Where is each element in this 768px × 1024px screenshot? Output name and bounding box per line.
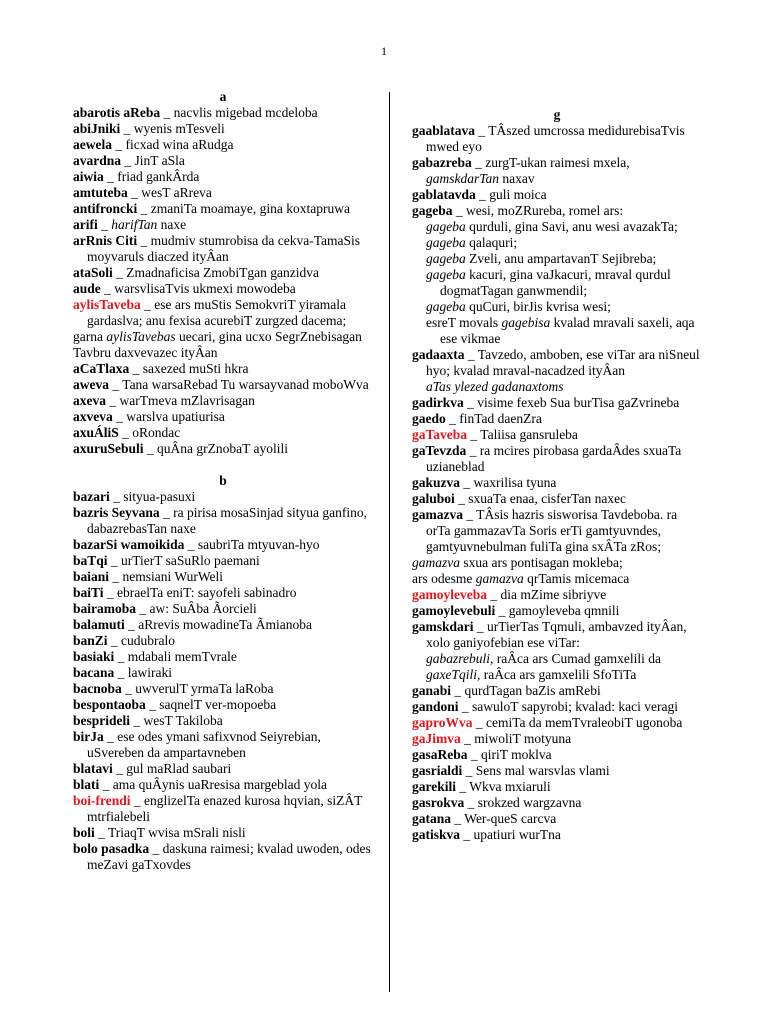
dictionary-entry: gadaaxta _ Tavzedo, amboben, ese viTar ara niSneul hyo; kvalad mraval-nacadzed ityÂan aTas ylezed gadanaxtoms <box>412 347 700 394</box>
italic-term: gamazva <box>475 571 524 586</box>
headword: gasrialdi <box>412 763 463 778</box>
headword: gabazreba <box>412 155 472 170</box>
headword: gandoni <box>412 699 459 714</box>
definition: zurgT-ukan raimesi mxela, <box>485 155 630 170</box>
dictionary-entry: bacnoba _ uwverulT yrmaTa laRoba <box>73 681 274 696</box>
definition: saqnelT ver-mopoeba <box>159 697 277 712</box>
definition: Wer-queS carcva <box>464 811 557 826</box>
definition: guli moica <box>489 187 547 202</box>
entry-continuation <box>412 571 702 587</box>
dictionary-entry: bespontaoba _ saqnelT ver-mopoeba <box>73 697 277 712</box>
dictionary-entry: gasaReba _ qiriT moklva <box>412 747 552 762</box>
definition: waxrilisa tyuna <box>473 475 557 490</box>
definition: TÂszed umcrossa medidurebisaTvis mwed eyo <box>426 123 685 154</box>
headword: ataSoli <box>73 265 113 280</box>
dictionary-entry: baiTi _ ebraelTa eniT: sayofeli sabinadro <box>73 585 297 600</box>
headword: gasrokva <box>412 795 465 810</box>
definition: saxezed muSti hkra <box>142 361 249 376</box>
dictionary-entry: gamoyleveba _ dia mZime sibriyve <box>412 587 607 602</box>
definition: wesT aRreva <box>141 185 212 200</box>
dictionary-entry: boi-frendi _ englizelTa enazed kurosa hqvian, siZÂT mtrfialebeli <box>73 793 363 824</box>
headword: boli <box>73 825 95 840</box>
headword: antifroncki <box>73 201 138 216</box>
headword: aewela <box>73 137 112 152</box>
definition: upatiuri wurTna <box>473 827 561 842</box>
dictionary-entry: arifi _ harifTan naxe <box>73 217 187 232</box>
definition: mdabali memTvrale <box>127 649 237 664</box>
definition: TriaqT wvisa mSrali nisli <box>108 825 246 840</box>
definition: qurdTagan baZis amRebi <box>464 683 601 698</box>
definition: warslva upatiurisa <box>126 409 225 424</box>
definition-text: kacuri, gina vaJkacuri, mraval qurdul dogmatTagan ganwmendil; <box>440 267 671 298</box>
definition: ese ars muStis SemokvriT yiramala gardaslva; anu fexisa acurebiT zurgzed dacema; <box>87 297 347 328</box>
dictionary-entry: gamazva _ TÂsis hazris sisworisa Tavdeboba. ra orTa gammazavTa Soris erTi gamtyuvndes, gamtyuvnebulman fuliTa gina sxÂTa zRos; <box>412 507 678 554</box>
definition-text: , raÂca ars Cumad gamxelili da <box>490 651 661 666</box>
definition: warTmeva mZlavrisagan <box>119 393 255 408</box>
definition: Zmadnaficisa ZmobiTgan ganzidva <box>126 265 319 280</box>
headword: blati <box>73 777 100 792</box>
headword: bacana <box>73 665 115 680</box>
definition: friad gankÂrda <box>117 169 200 184</box>
dictionary-entry: gabazreba _ zurgT-ukan raimesi mxela, gamskdarTan naxav <box>412 155 630 186</box>
definition-text: kvalad mravali saxeli, aqa ese vikmae <box>440 315 695 346</box>
headword: abiJniki <box>73 121 121 136</box>
section-letter-heading: a <box>219 89 227 104</box>
definition-text: ars odesme <box>412 571 476 586</box>
dictionary-entry: gasrialdi _ Sens mal warsvlas vlami <box>412 763 610 778</box>
cross-reference: aTas ylezed gadanaxtoms <box>426 379 564 394</box>
definition: ficxad wina aRudga <box>125 137 234 152</box>
dictionary-entry: aylisTaveba _ ese ars muStis SemokvriT yiramala gardaslva; anu fexisa acurebiT zurgzed dacema; <box>73 297 347 328</box>
dictionary-entry: arRnis Citi _ mudmiv stumrobisa da cekva-TamaSis moyvaruls diaczed ityÂan <box>73 233 361 264</box>
italic-term: gaxeTqili <box>426 667 477 682</box>
definition: ama quÂynis uaRresisa margeblad yola <box>112 777 327 792</box>
entry-continuation <box>412 219 702 235</box>
headword: bazarSi wamoikida <box>73 537 185 552</box>
definition: ra pirisa mosaSinjad sityua ganfino, dabazrebasTan naxe <box>87 505 367 536</box>
dictionary-entry: gaablatava _ TÂszed umcrossa medidurebisaTvis mwed eyo <box>412 123 685 154</box>
headword: axuruSebuli <box>73 441 144 456</box>
headword: baiTi <box>73 585 104 600</box>
dictionary-entry: avardna _ JinT aSla <box>73 153 185 168</box>
dictionary-entry: bairamoba _ aw: SuÂba Ãorcieli <box>73 601 257 616</box>
headword: gaTaveba <box>412 427 468 442</box>
headword: bairamoba <box>73 601 137 616</box>
definition-text: qrTamis micemaca <box>523 571 630 586</box>
dictionary-entry: axuÁliS _ oRondac <box>73 425 181 440</box>
headword: bolo pasadka <box>73 841 150 856</box>
definition: englizelTa enazed kurosa hqvian, siZÂT mtrfialebeli <box>87 793 363 824</box>
dictionary-entry: bacana _ lawiraki <box>73 665 172 680</box>
definition: urTierTas Tqmuli, ambavzed ityÂan, xolo ganiyofebian ese viTar: <box>426 619 687 650</box>
definition: quÂna grZnobaT ayolili <box>157 441 289 456</box>
headword: gatiskva <box>412 827 461 842</box>
headword: gamazva <box>412 507 463 522</box>
definition: nacvlis migebad mcdeloba <box>173 105 318 120</box>
headword: baTqi <box>73 553 108 568</box>
headword: amtuteba <box>73 185 128 200</box>
definition: JinT aSla <box>134 153 185 168</box>
definition: visime fexeb Sua burTisa gaZvrineba <box>477 395 680 410</box>
headword: bazris Seyvana <box>73 505 160 520</box>
definition: gul maRlad saubari <box>126 761 232 776</box>
dictionary-entry: gageba _ wesi, moZRureba, romel ars: <box>412 203 624 218</box>
dictionary-entry: gatiskva _ upatiuri wurTna <box>412 827 561 842</box>
headword: besprideli <box>73 713 131 728</box>
section-letter-heading: b <box>219 473 227 488</box>
definition: wesT Takiloba <box>143 713 223 728</box>
headword: gaTevzda <box>412 443 467 458</box>
definition: wesi, moZRureba, romel ars: <box>466 203 624 218</box>
headword: arifi <box>73 217 98 232</box>
dictionary-entry: aude _ warsvlisaTvis ukmexi mowodeba <box>73 281 296 296</box>
headword: aweva <box>73 377 109 392</box>
dictionary-entry: abarotis aReba _ nacvlis migebad mcdeloba <box>73 105 318 120</box>
definition: srokzed wargzavna <box>477 795 582 810</box>
dictionary-entry: birJa _ ese odes ymani safixvnod Seiyrebian, uSvereben da ampartavneben <box>73 729 321 760</box>
headword: ganabi <box>412 683 452 698</box>
page-number: 1 <box>381 44 387 58</box>
definition: Taliisa gansruleba <box>480 427 578 442</box>
headword: garekili <box>412 779 457 794</box>
definition: ra mcires pirobasa gardaÂdes sxuaTa uzianeblad <box>426 443 682 474</box>
dictionary-entry: gaTevzda _ ra mcires pirobasa gardaÂdes sxuaTa uzianeblad <box>412 443 682 474</box>
definition: mudmiv stumrobisa da cekva-TamaSis moyvaruls diaczed ityÂan <box>87 233 361 264</box>
headword: banZi <box>73 633 108 648</box>
headword: arRnis Citi <box>73 233 138 248</box>
entry-continuation <box>412 235 702 251</box>
headword: axeva <box>73 393 106 408</box>
headword: gaablatava <box>412 123 476 138</box>
dictionary-entry: gaproWva _ cemiTa da memTvraleobiT ugonoba <box>412 715 683 730</box>
cross-reference: harifTan <box>111 217 158 232</box>
dictionary-entry: galuboi _ sxuaTa enaa, cisferTan naxec <box>412 491 627 506</box>
headword: aylisTaveba <box>73 297 141 312</box>
dictionary-entry: baiani _ nemsiani WurWeli <box>73 569 224 584</box>
headword: gakuzva <box>412 475 461 490</box>
dictionary-entry: gamskdari _ urTierTas Tqmuli, ambavzed ityÂan, xolo ganiyofebian ese viTar: <box>412 619 687 650</box>
dictionary-entry: axveva _ warslva upatiurisa <box>73 409 225 424</box>
headword: axveva <box>73 409 113 424</box>
italic-term: gageba <box>426 251 466 266</box>
headword: avardna <box>73 153 122 168</box>
headword: bazari <box>73 489 110 504</box>
italic-term: gageba <box>426 299 466 314</box>
entry-continuation <box>412 651 702 667</box>
italic-term: gageba <box>426 235 466 250</box>
definition: cudubralo <box>121 633 176 648</box>
headword: balamuti <box>73 617 125 632</box>
dictionary-entry: gadirkva _ visime fexeb Sua burTisa gaZvrineba <box>412 395 680 410</box>
headword: gatana <box>412 811 452 826</box>
headword: blatavi <box>73 761 113 776</box>
dictionary-entry: abiJniki _ wyenis mTesveli <box>73 121 225 136</box>
headword: gablatavda <box>412 187 476 202</box>
definition: Tavzedo, amboben, ese viTar ara niSneul hyo; kvalad mraval-nacadzed ityÂan <box>426 347 700 378</box>
definition-text: qurduli, gina Savi, anu wesi avazakTa; <box>465 219 678 234</box>
dictionary-entry: bazris Seyvana _ ra pirisa mosaSinjad sityua ganfino, dabazrebasTan naxe <box>73 505 367 536</box>
headword: gamskdari <box>412 619 474 634</box>
definition-text: quCuri, birJis kvrisa wesi; <box>465 299 611 314</box>
entry-continuation <box>73 329 373 361</box>
dictionary-entry: balamuti _ aRrevis mowadineTa Ãmianoba <box>73 617 313 632</box>
italic-term: gagebisa <box>501 315 551 330</box>
headword: gadaaxta <box>412 347 465 362</box>
definition: dia mZime sibriyve <box>500 587 607 602</box>
headword: aude <box>73 281 101 296</box>
entry-continuation <box>412 667 702 683</box>
headword: bespontaoba <box>73 697 146 712</box>
definition-text: Zveli, anu ampartavanT Sejibreba; <box>465 251 657 266</box>
definition: uwverulT yrmaTa laRoba <box>135 681 274 696</box>
definition: daskuna raimesi; kvalad uwoden, odes meZavi gaTxovdes <box>87 841 371 872</box>
definition: zmaniTa moamaye, gina koxtapruwa <box>150 201 350 216</box>
headword: bacnoba <box>73 681 122 696</box>
italic-term: gabazrebuli <box>426 651 490 666</box>
cross-reference: gamskdarTan <box>426 171 500 186</box>
entry-continuation <box>412 555 702 571</box>
dictionary-entry: axuruSebuli _ quÂna grZnobaT ayolili <box>73 441 289 456</box>
entry-continuation <box>412 299 702 315</box>
dictionary-entry: gandoni _ sawuloT sapyrobi; kvalad: kaci veragi <box>412 699 678 714</box>
dictionary-entry: gaJimva _ miwoliT motyuna <box>412 731 572 746</box>
dictionary-entry: ataSoli _ Zmadnaficisa ZmobiTgan ganzidva <box>73 265 319 280</box>
definition: gamoyleveba qmnili <box>508 603 620 618</box>
definition: cemiTa da memTvraleobiT ugonoba <box>486 715 683 730</box>
headword: gaedo <box>412 411 446 426</box>
section-gap <box>73 457 373 473</box>
definition: ebraelTa eniT: sayofeli sabinadro <box>117 585 297 600</box>
definition: Sens mal warsvlas vlami <box>475 763 610 778</box>
entry-continuation <box>412 267 702 299</box>
left-column <box>73 89 373 873</box>
column-divider <box>389 92 390 992</box>
definition-text: garna <box>73 329 107 344</box>
dictionary-entry: bazarSi wamoikida _ saubriTa mtyuvan-hyo <box>73 537 320 552</box>
definition: qiriT moklva <box>481 747 552 762</box>
definition: saubriTa mtyuvan-hyo <box>197 537 320 552</box>
headword: axuÁliS <box>73 425 119 440</box>
dictionary-entry: axeva _ warTmeva mZlavrisagan <box>73 393 255 408</box>
definition-tail: naxav <box>499 171 535 186</box>
headword: gaproWva <box>412 715 473 730</box>
definition-text: uecari, gina ucxo SegrZnebisagan Tavbru daxvevazec ityÂan <box>73 329 362 360</box>
dictionary-entry: garekili _ Wkva mxiaruli <box>412 779 551 794</box>
dictionary-entry: antifroncki _ zmaniTa moamaye, gina koxtapruwa <box>73 201 350 216</box>
dictionary-entry: amtuteba _ wesT aRreva <box>73 185 212 200</box>
definition: miwoliT motyuna <box>474 731 572 746</box>
definition-text: sxua ars pontisagan mokleba; <box>460 555 623 570</box>
dictionary-entry: aCaTlaxa _ saxezed muSti hkra <box>73 361 249 376</box>
headword: gageba <box>412 203 453 218</box>
dictionary-entry: ganabi _ qurdTagan baZis amRebi <box>412 683 601 698</box>
section-letter-heading: g <box>553 107 561 122</box>
definition-text: , raÂca ars gamxelili SfoTiTa <box>477 667 637 682</box>
dictionary-entry: aweva _ Tana warsaRebad Tu warsayvanad moboWva <box>73 377 369 392</box>
definition: sxuaTa enaa, cisferTan naxec <box>468 491 627 506</box>
dictionary-entry: aiwia _ friad gankÂrda <box>73 169 200 184</box>
dictionary-entry: besprideli _ wesT Takiloba <box>73 713 223 728</box>
headword: basiaki <box>73 649 115 664</box>
dictionary-entry: aewela _ ficxad wina aRudga <box>73 137 234 152</box>
definition: finTad daenZra <box>459 411 542 426</box>
dictionary-entry: gaTaveba _ Taliisa gansruleba <box>412 427 578 442</box>
headword: gamoyleveba <box>412 587 487 602</box>
definition: wyenis mTesveli <box>133 121 225 136</box>
dictionary-entry: baTqi _ urTierT saSuRlo paemani <box>73 553 260 568</box>
definition: Wkva mxiaruli <box>469 779 551 794</box>
definition-tail: naxe <box>157 217 187 232</box>
definition: aRrevis mowadineTa Ãmianoba <box>138 617 313 632</box>
dictionary-entry: gamoylevebuli _ gamoyleveba qmnili <box>412 603 620 618</box>
headword: gamoylevebuli <box>412 603 496 618</box>
headword: gasaReba <box>412 747 468 762</box>
dictionary-entry: boli _ TriaqT wvisa mSrali nisli <box>73 825 246 840</box>
dictionary-entry: basiaki _ mdabali memTvrale <box>73 649 237 664</box>
headword: boi-frendi <box>73 793 131 808</box>
entry-continuation <box>412 251 702 267</box>
definition: nemsiani WurWeli <box>122 569 224 584</box>
italic-term: gageba <box>426 267 466 282</box>
definition: warsvlisaTvis ukmexi mowodeba <box>114 281 296 296</box>
dictionary-entry: gaedo _ finTad daenZra <box>412 411 542 426</box>
headword: gaJimva <box>412 731 461 746</box>
dictionary-entry: gasrokva _ srokzed wargzavna <box>412 795 582 810</box>
definition: sawuloT sapyrobi; kvalad: kaci veragi <box>472 699 678 714</box>
headword: aCaTlaxa <box>73 361 130 376</box>
definition: sityua-pasuxi <box>123 489 196 504</box>
dictionary-entry: banZi _ cudubralo <box>73 633 176 648</box>
headword: abarotis aReba <box>73 105 161 120</box>
dictionary-entry: bolo pasadka _ daskuna raimesi; kvalad uwoden, odes meZavi gaTxovdes <box>73 841 371 872</box>
definition: TÂsis hazris sisworisa Tavdeboba. ra orTa gammazavTa Soris erTi gamtyuvndes, gamtyuvnebulman fuliTa gina sxÂTa zRos; <box>426 507 678 554</box>
italic-term: aylisTavebas <box>106 329 176 344</box>
dictionary-entry: gablatavda _ guli moica <box>412 187 547 202</box>
definition: oRondac <box>132 425 181 440</box>
definition-text: qalaquri; <box>465 235 518 250</box>
headword: baiani <box>73 569 110 584</box>
definition: Tana warsaRebad Tu warsayvanad moboWva <box>122 377 369 392</box>
headword: aiwia <box>73 169 104 184</box>
entry-continuation <box>412 315 702 347</box>
headword: gadirkva <box>412 395 464 410</box>
definition: urTierT saSuRlo paemani <box>121 553 260 568</box>
definition: ese odes ymani safixvnod Seiyrebian, uSvereben da ampartavneben <box>87 729 321 760</box>
headword: birJa <box>73 729 104 744</box>
dictionary-entry: blati _ ama quÂynis uaRresisa margeblad yola <box>73 777 327 792</box>
definition: aw: SuÂba Ãorcieli <box>149 601 257 616</box>
right-column <box>412 107 702 843</box>
dictionary-entry: bazari _ sityua-pasuxi <box>73 489 196 504</box>
headword: galuboi <box>412 491 455 506</box>
definition: lawiraki <box>127 665 172 680</box>
dictionary-entry: blatavi _ gul maRlad saubari <box>73 761 232 776</box>
italic-term: gageba <box>426 219 466 234</box>
dictionary-entry: gakuzva _ waxrilisa tyuna <box>412 475 557 490</box>
dictionary-entry: gatana _ Wer-queS carcva <box>412 811 557 826</box>
italic-term: gamazva <box>412 555 460 570</box>
definition-text: esreT movals <box>426 315 502 330</box>
